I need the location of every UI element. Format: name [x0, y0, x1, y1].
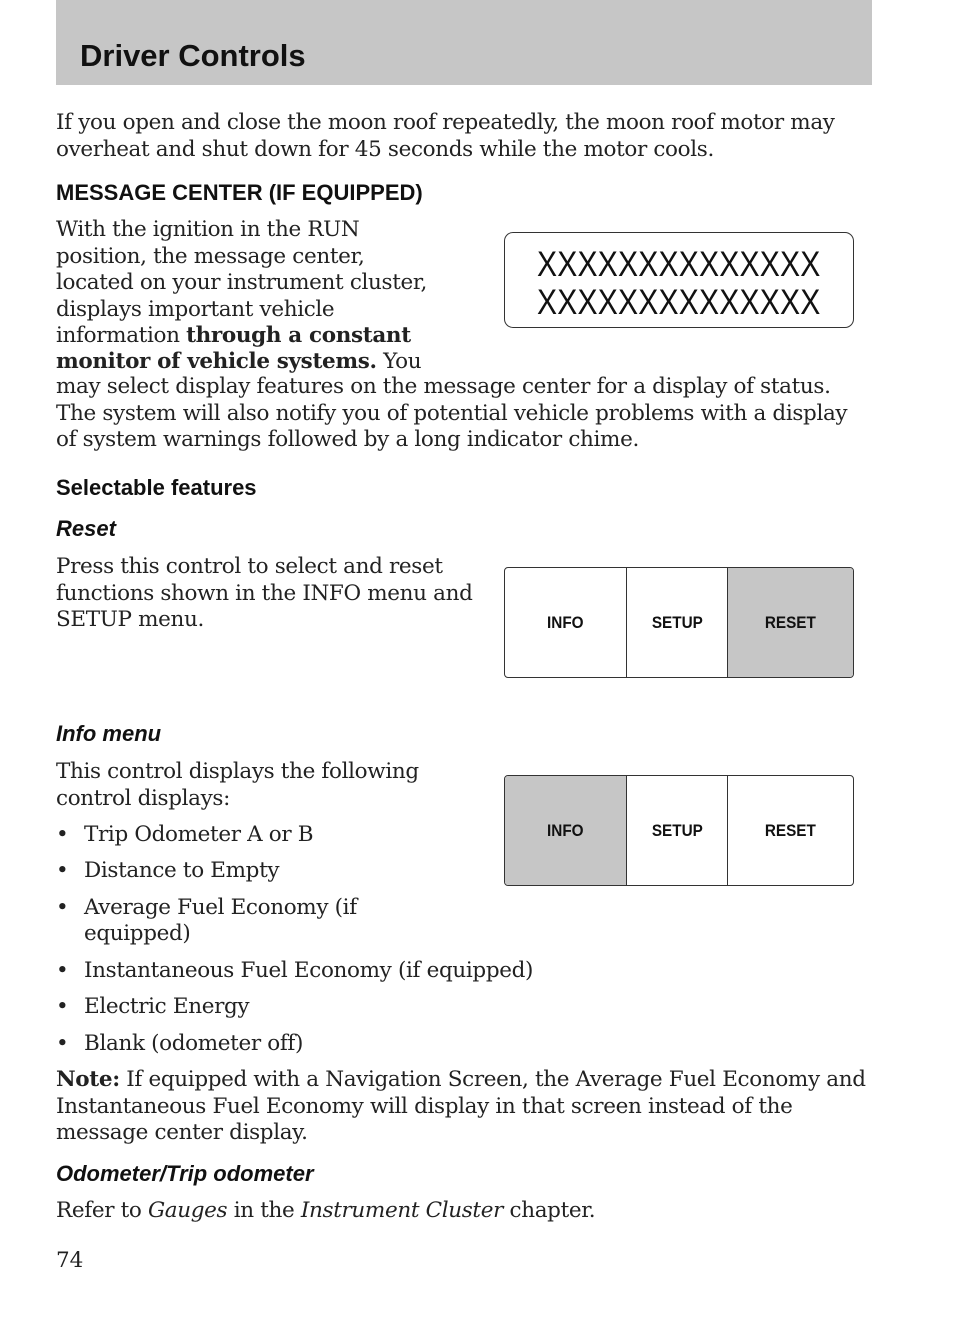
mc-line-6 [56, 349, 421, 376]
info-menu-heading: Info menu [56, 721, 162, 746]
mc-line-3: located on your instrument cluster, [56, 270, 427, 295]
page-title: Driver Controls [80, 38, 306, 73]
list-item-text: Blank (odometer off) [84, 1031, 304, 1056]
selectable-features-heading: Selectable features [56, 475, 257, 500]
header-band [56, 0, 872, 85]
note-paragraph [56, 1067, 871, 1147]
bullet-icon: • [56, 958, 69, 983]
odometer-text-3: chapter. [503, 1198, 596, 1223]
bullet-icon: • [56, 858, 69, 883]
info-menu-paragraph: This control displays the following control displays: [56, 759, 419, 811]
setup-button[interactable] [627, 776, 728, 885]
display-line-1: XXXXXXXXXXXXXX [537, 245, 821, 284]
page-number: 74 [56, 1248, 84, 1273]
instrument-cluster-ref: Instrument Cluster [300, 1198, 504, 1223]
mc-line-1: With the ignition in the RUN [56, 217, 360, 242]
setup-button-label: SETUP [651, 612, 703, 632]
reset-button-label: RESET [764, 612, 817, 632]
bullet-icon: • [56, 895, 69, 920]
info-button[interactable] [505, 776, 627, 885]
bullet-icon: • [56, 994, 69, 1019]
list-item-text: equipped) [84, 921, 191, 946]
bullet-icon: • [56, 822, 69, 847]
mc-line-5 [56, 323, 411, 350]
reset-button[interactable] [728, 776, 853, 885]
list-item-text: Trip Odometer A or B [84, 822, 314, 847]
odometer-text-1: Refer to [56, 1198, 148, 1223]
mc-line-4: displays important vehicle [56, 297, 335, 322]
list-item-text: Distance to Empty [84, 858, 280, 883]
list-item-text: Electric Energy [84, 994, 250, 1019]
bullet-icon: • [56, 1031, 69, 1056]
mc-line-5-text: information [56, 323, 187, 348]
note-text: If equipped with a Navigation Screen, the Average Fuel Economy and Instantaneous Fuel Economy will display in that screen instead of the message center display. [56, 1067, 866, 1145]
info-button-panel [504, 775, 854, 886]
intro-paragraph: If you open and close the moon roof repeatedly, the moon roof motor may overheat and shut down for 45 seconds while the motor cools. [56, 110, 835, 162]
mc-continue: may select display features on the message center for a display of status. The system will also notify you of potential vehicle problems with a display of system warnings followed by a long indicator chime. [56, 374, 848, 452]
mc-line-6-text: You [376, 349, 422, 374]
info-button-label: INFO [547, 820, 584, 840]
odometer-heading: Odometer/Trip odometer [56, 1161, 314, 1186]
setup-button[interactable] [627, 568, 728, 677]
gauges-ref: Gauges [147, 1198, 228, 1223]
note-label: Note: [56, 1067, 120, 1092]
odometer-paragraph [56, 1198, 595, 1225]
list-item-text: Average Fuel Economy (if [84, 895, 357, 920]
mc-line-2: position, the message center, [56, 244, 365, 269]
mc-line-6-bold: monitor of vehicle systems. [56, 349, 377, 374]
reset-button[interactable] [728, 568, 853, 677]
mc-line-5-bold: through a constant [186, 323, 411, 348]
info-button[interactable] [505, 568, 627, 677]
message-center-display [504, 232, 854, 328]
display-line-2: XXXXXXXXXXXXXX [537, 283, 821, 322]
reset-button-panel [504, 567, 854, 678]
message-center-heading: MESSAGE CENTER (IF EQUIPPED) [56, 180, 423, 205]
reset-button-label: RESET [764, 820, 817, 840]
odometer-text-2: in the [227, 1198, 301, 1223]
info-button-label: INFO [547, 612, 584, 632]
list-item-text: Instantaneous Fuel Economy (if equipped) [84, 958, 534, 983]
setup-button-label: SETUP [651, 820, 703, 840]
reset-heading: Reset [56, 516, 116, 541]
reset-paragraph: Press this control to select and reset functions shown in the INFO menu and SETUP menu. [56, 554, 473, 632]
